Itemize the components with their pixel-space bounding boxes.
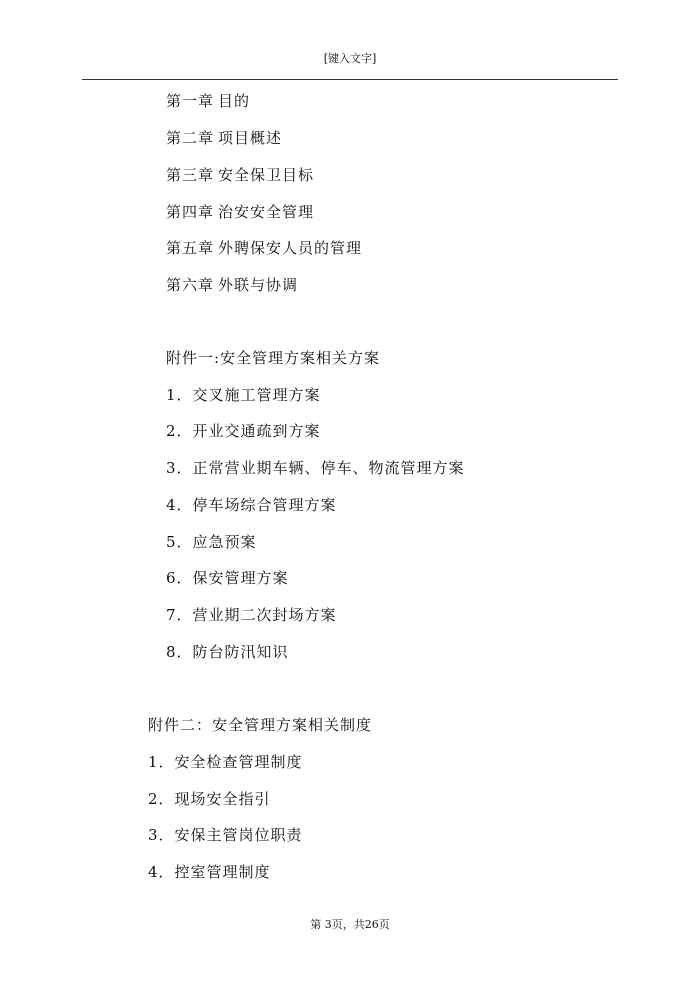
appendix1-item: 1．交叉施工管理方案	[166, 386, 321, 404]
appendix2-item: 1．安全检查管理制度	[148, 753, 303, 771]
appendix1-item: 7．营业期二次封场方案	[166, 606, 337, 624]
chapter-title: 外聘保安人员的管理	[218, 239, 363, 257]
chapter-line	[166, 128, 282, 148]
chapter-number: 第二章	[166, 129, 215, 147]
appendix1-item: 2．开业交通疏到方案	[166, 422, 321, 440]
chapter-number: 第五章	[166, 239, 215, 257]
chapter-line	[166, 165, 314, 185]
page-footer: 第 3页，共26页	[310, 918, 390, 931]
appendix1-title: 附件一:安全管理方案相关方案	[166, 349, 381, 367]
appendix1-item: 5．应急预案	[166, 533, 257, 551]
chapter-title: 外联与协调	[218, 276, 299, 294]
header-divider	[82, 79, 618, 80]
appendix1-item: 4．停车场综合管理方案	[166, 496, 337, 514]
chapter-line	[166, 202, 314, 222]
chapter-number: 第一章	[166, 92, 215, 110]
appendix1-item: 3．正常营业期车辆、停车、物流管理方案	[166, 459, 465, 477]
appendix1-item: 6．保安管理方案	[166, 569, 289, 587]
chapter-line	[166, 91, 250, 111]
chapter-number: 第三章	[166, 166, 215, 184]
appendix1-item: 8．防台防汛知识	[166, 643, 289, 661]
chapter-number: 第四章	[166, 203, 215, 221]
appendix2-item: 2．现场安全指引	[148, 790, 271, 808]
appendix2-item: 4．控室管理制度	[148, 863, 271, 881]
chapter-line	[166, 275, 298, 295]
appendix2-item: 3．安保主管岗位职责	[148, 826, 303, 844]
chapter-number: 第六章	[166, 276, 215, 294]
chapter-title: 安全保卫目标	[218, 166, 315, 184]
chapter-title: 项目概述	[218, 129, 283, 147]
chapter-title: 目的	[218, 92, 251, 110]
page-header: [键入文字]	[323, 52, 377, 65]
chapter-title: 治安安全管理	[218, 203, 315, 221]
chapter-line	[166, 238, 362, 258]
appendix2-title: 附件二：安全管理方案相关制度	[148, 716, 373, 734]
